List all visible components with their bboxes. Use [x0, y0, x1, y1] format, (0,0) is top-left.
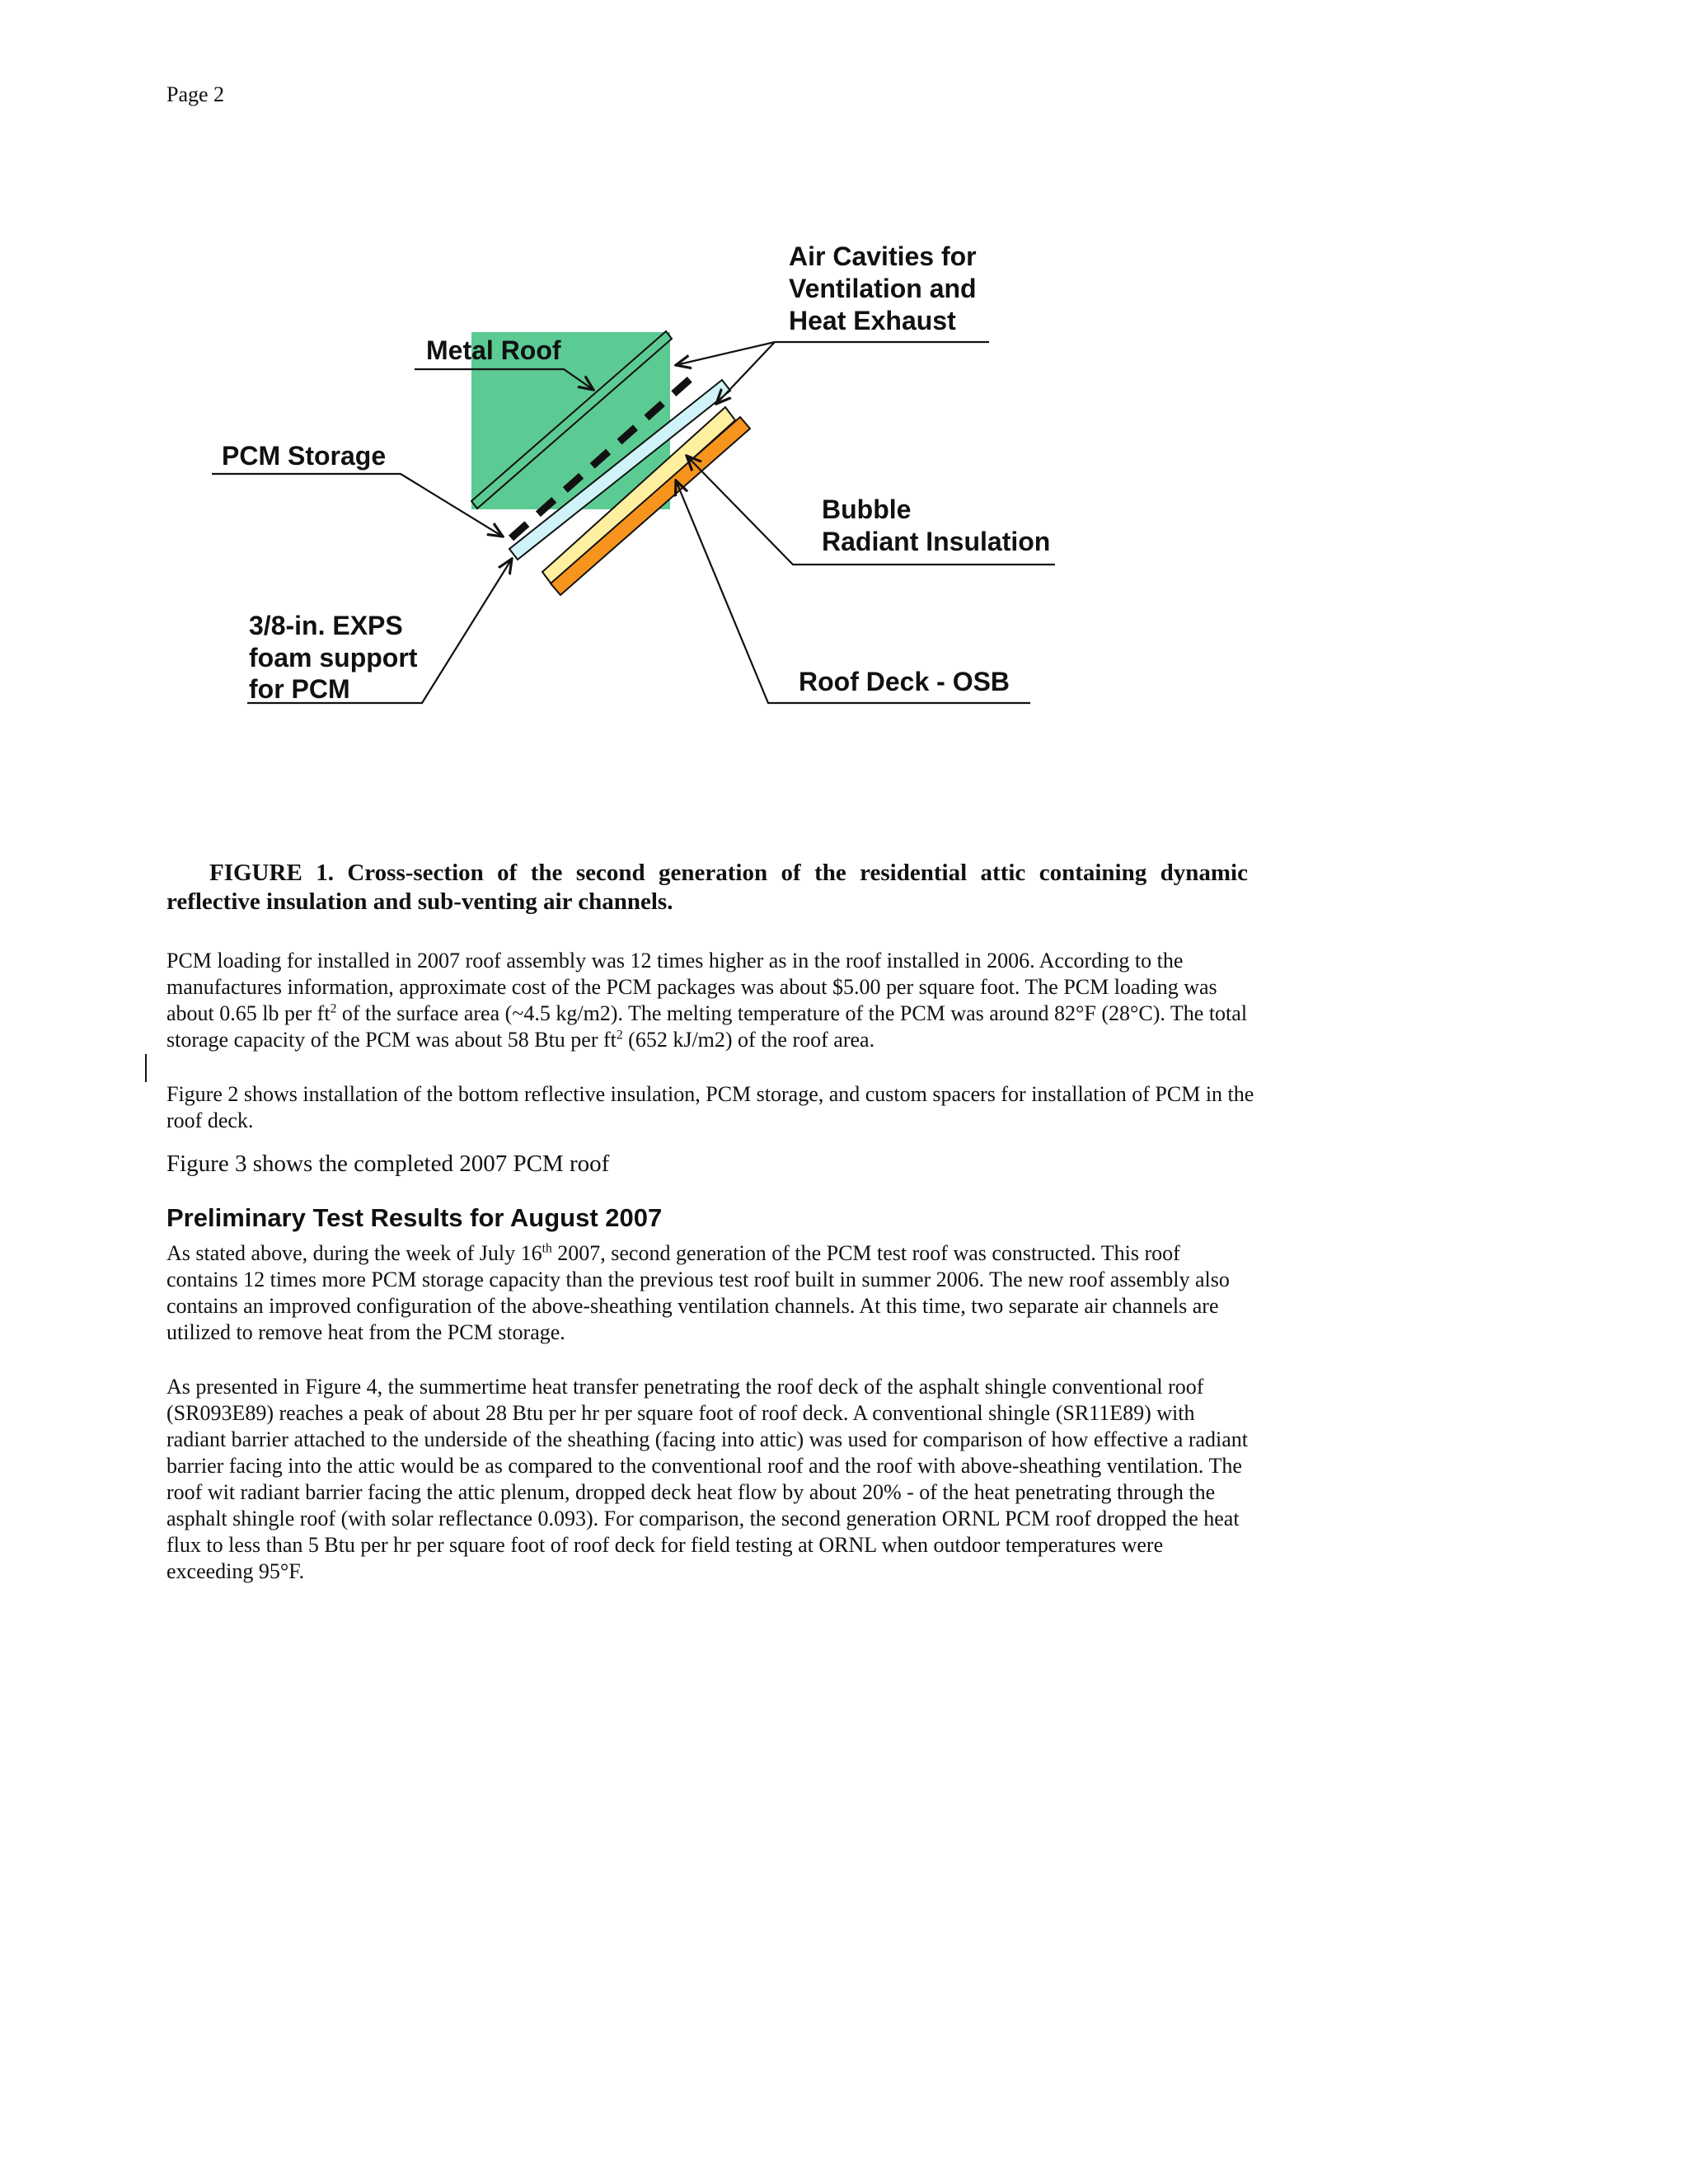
p4-superscript: th [542, 1241, 552, 1256]
label-exps-line3: for PCM [249, 674, 350, 704]
leader-air-cavities-lower [716, 342, 775, 404]
page-number: Page 2 [166, 82, 225, 106]
paragraph-figure-2: Figure 2 shows installation of the bottom reflective insulation, PCM storage, and custom spacers for installation of PCM in the roof deck. [166, 1082, 1254, 1132]
text-cursor [145, 1054, 147, 1082]
label-exps-line1: 3/8-in. EXPS [249, 611, 403, 640]
label-bubble-line2: Radiant Insulation [822, 527, 1051, 556]
label-roof-deck: Roof Deck - OSB [799, 667, 1010, 696]
figure-roof-cross-section [0, 0, 1688, 824]
p1-superscript-2: 2 [616, 1028, 623, 1043]
paragraph-test-results [166, 1240, 1254, 1346]
leader-pcm-storage [212, 474, 503, 537]
label-air-cavities-line2: Ventilation and [789, 274, 977, 303]
label-bubble-line1: Bubble [822, 494, 912, 524]
leader-air-cavities-upper [676, 342, 989, 365]
label-metal-roof: Metal Roof [426, 335, 561, 365]
p1-text-a: PCM loading for installed in 2007 roof assembly was 12 times higher as in the roof installed in 2006. According to the manufactures information, approximate cost of the PCM packages was about $5.00 per square foot. The PCM loading was about 0.65 lb per ft [166, 949, 1217, 1025]
label-air-cavities-line1: Air Cavities for [789, 241, 977, 271]
p1-superscript-1: 2 [330, 1001, 337, 1016]
paragraph-heat-transfer: As presented in Figure 4, the summertime heat transfer penetrating the roof deck of the asphalt shingle conventional roof (SR093E89) reaches a peak of about 28 Btu per hr per square foot of roof deck. A conventional shingle (SR11E89) with radiant barrier attached to the underside of the sheathing (facing into attic) was used for comparison of how effective a radiant barrier facing into the attic would be as compared to the conventional roof and the roof with above-sheathing ventilation. The roof wit radiant barrier facing the attic plenum, dropped deck heat flow by about 20% - of the heat penetrating through the asphalt shingle roof (with solar reflectance 0.093). For comparison, the second generation ORNL PCM roof dropped the heat flux to less than 5 Btu per hr per square foot of roof deck for field testing at ORNL when outdoor temperatures were exceeding 95°F. [166, 1375, 1249, 1583]
label-pcm-storage: PCM Storage [222, 441, 387, 471]
figure-caption: FIGURE 1. Cross-section of the second generation of the residential attic containing dynamic reflective insulation and sub-venting air channels. [166, 860, 1248, 915]
p4-text-b: 2007, second generation of the PCM test roof was constructed. This roof contains 12 times more PCM storage capacity than the previous test roof built in summer 2006. The new roof assembly also contains an improved configuration of the above-sheathing ventilation channels. At this time, two separate air channels are utilized to remove heat from the PCM storage. [166, 1241, 1230, 1344]
p4-text-a: As stated above, during the week of July 16 [166, 1241, 542, 1265]
section-heading: Preliminary Test Results for August 2007 [166, 1203, 663, 1232]
paragraph-figure-3: Figure 3 shows the completed 2007 PCM roof [166, 1151, 610, 1177]
p1-text-b: of the surface area (~4.5 kg/m2). The melting temperature of the PCM was around 82°F (28°C). The total storage capacity of the PCM was about 58 Btu per ft [166, 1001, 1248, 1052]
p1-text-c: (652 kJ/m2) of the roof area. [622, 1028, 875, 1052]
label-air-cavities-line3: Heat Exhaust [789, 306, 956, 335]
label-exps-line2: foam support [249, 643, 418, 673]
paragraph-pcm-loading [166, 948, 1254, 1053]
